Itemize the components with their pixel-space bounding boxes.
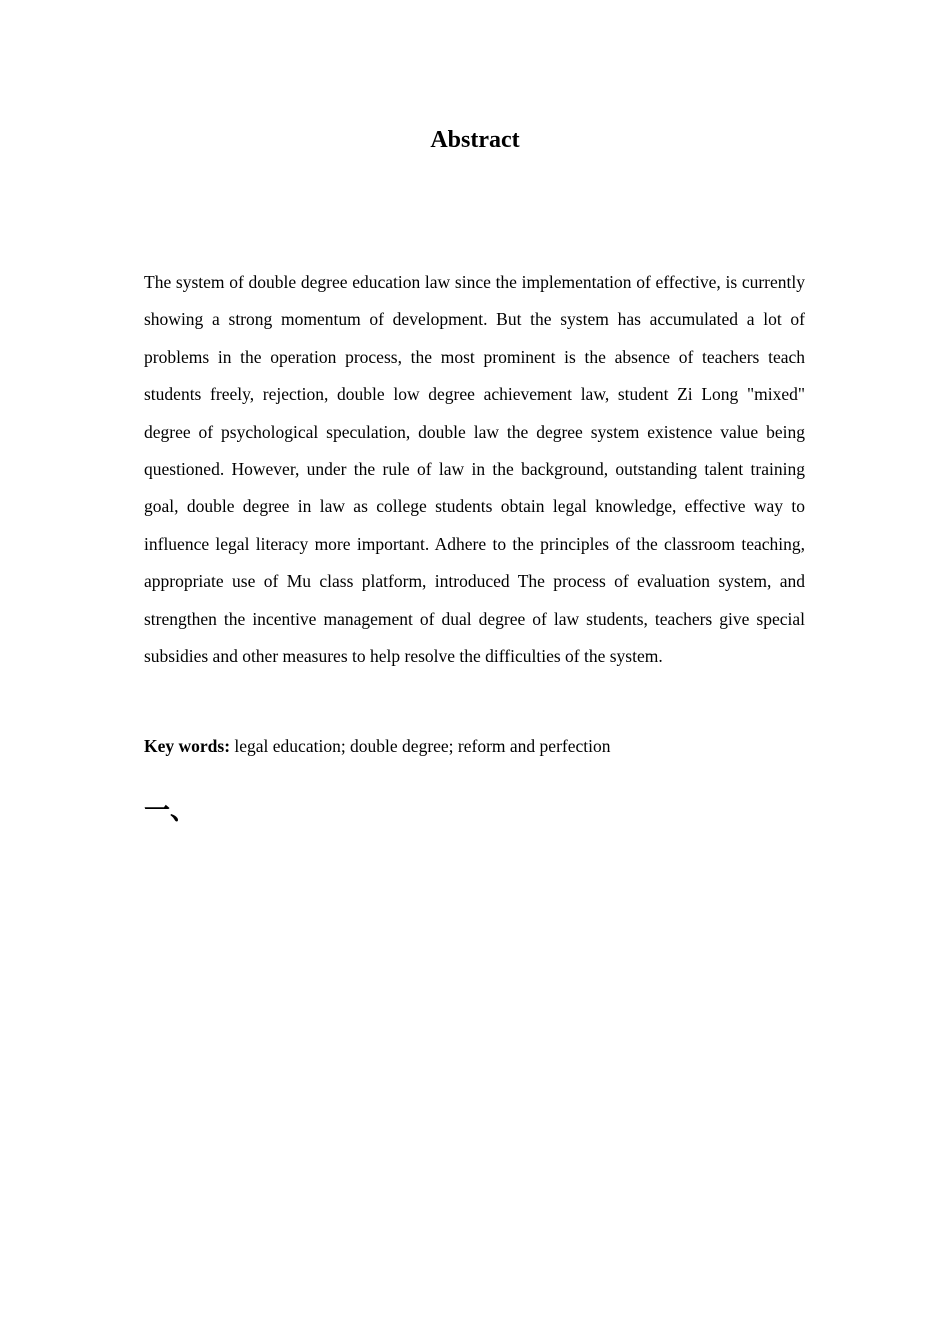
keywords-value: legal education; double degree; reform and perfection [234, 736, 611, 756]
keywords-line [144, 730, 805, 762]
page-title: Abstract [430, 127, 520, 153]
abstract-paragraph: The system of double degree education law since the implementation of effective, is currently showing a strong momentum of development. But the system has accumulated a lot of problems in the operation process, the most prominent is the absence of teachers teach students freely, rejection, double low degree achievement law, student Zi Long "mixed" degree of psychological speculation, double law the degree system existence value being questioned. However, under the rule of law in the background, outstanding talent training goal, double degree in law as college students obtain legal knowledge, effective way to influence legal literacy more important. Adhere to the principles of the classroom teaching, appropriate use of Mu class platform, introduced The process of evaluation system, and strengthen the incentive management of dual degree of law students, teachers give special subsidies and other measures to help resolve the difficulties of the system. [144, 272, 805, 667]
keywords-label: Key words: [144, 736, 231, 756]
section-heading: 一、 [144, 796, 197, 825]
